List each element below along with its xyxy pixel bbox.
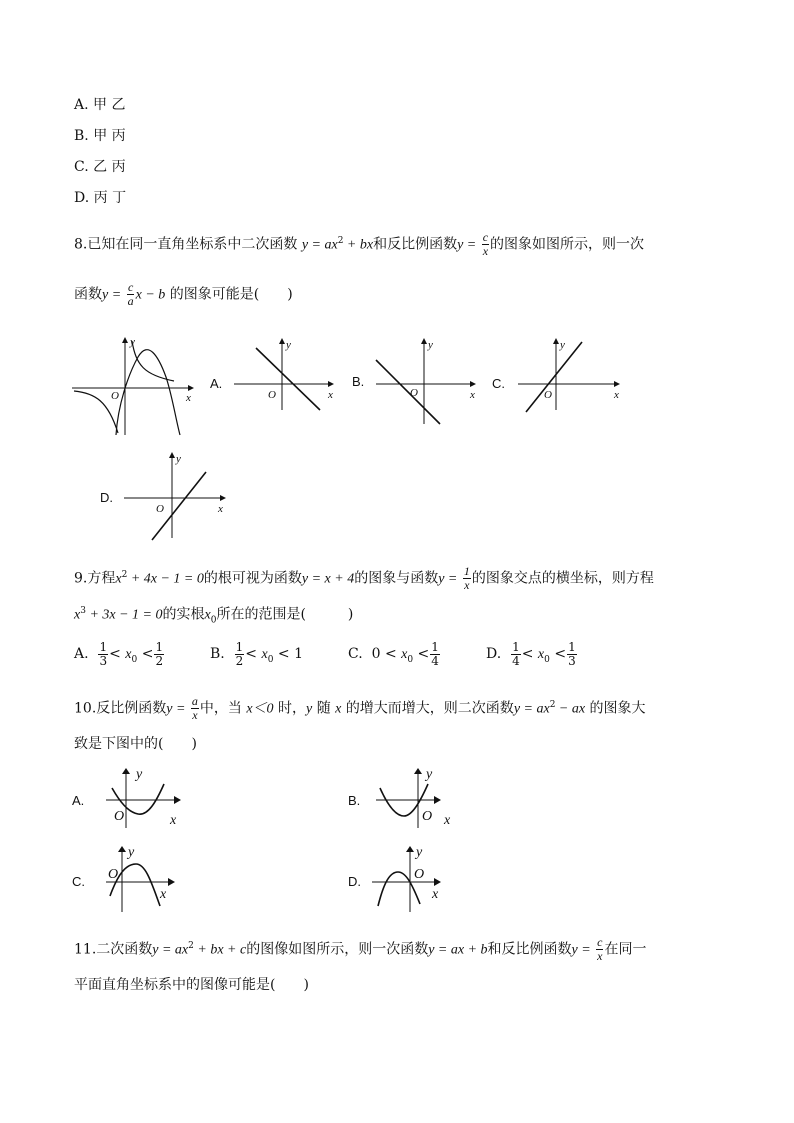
q8-option-c-graph[interactable] — [490, 338, 630, 413]
q10-line2: 致是下图中的( ) — [74, 736, 197, 752]
q8-option-c-line — [526, 342, 582, 412]
svg-text:y: y — [128, 845, 135, 860]
q8-given-origin: O — [111, 390, 119, 402]
svg-text:O: O — [108, 867, 119, 882]
svg-text:x: x — [470, 389, 475, 401]
q9-line2: $x^3 + 3x - 1 = 0$的实根$x_0$所在的范围是( ) — [74, 606, 354, 626]
q10-option-b-graph[interactable] — [346, 768, 476, 828]
prev-option-c[interactable]: C. 乙 丙 — [74, 159, 126, 175]
q8-option-c-label: C. — [492, 376, 505, 391]
svg-text:O: O — [156, 503, 164, 515]
svg-text:y: y — [136, 767, 143, 782]
svg-text:O: O — [422, 809, 433, 824]
q11-line1: 11.二次函数$y = ax^2$ + bx + c的图像如图所示，则一次函数y = ax + b和反比例函数y = $\frac{c}{x}$ 在同一 — [74, 935, 647, 964]
q8-fraction-c-x: $\frac{c}{x}$ — [482, 230, 489, 259]
q8-line2: 函数y = $\frac{c}{a}$ x − b 的图象可能是( ) — [74, 280, 293, 308]
svg-text:x: x — [432, 887, 439, 902]
q8-given-y-label: y — [130, 336, 135, 348]
q8-option-d-graph[interactable] — [98, 452, 238, 542]
q10-option-d-graph[interactable] — [346, 846, 476, 912]
q8-option-b-label: B. — [352, 374, 365, 389]
svg-text:O: O — [268, 389, 276, 401]
svg-text:y: y — [416, 845, 423, 860]
q9-option-d[interactable]: D. $\frac{1}{4}$ < $x_0$ < $\frac{1}{3}$ — [486, 639, 576, 668]
svg-text:x: x — [218, 503, 223, 515]
q8-option-a-graph[interactable] — [208, 338, 338, 413]
svg-text:x: x — [170, 813, 177, 828]
q11-line2: 平面直角坐标系中的图像可能是( ) — [74, 977, 309, 993]
q8-option-a-line — [256, 348, 320, 410]
q10-option-a-graph[interactable] — [70, 768, 200, 828]
q9-line1: 9.方程$x^2 + 4x - 1 = 0$的根可视为函数y = x + 4的图象与函数y = $\frac{1}{x}$ 的图象交点的横坐标，则方程 — [74, 564, 654, 593]
q9-option-c[interactable]: C. $0 < x_0$ < $\frac{1}{4}$ — [348, 639, 439, 668]
q8-option-d-label: D. — [100, 490, 113, 505]
q10-option-a-label: A. — [72, 793, 85, 808]
svg-text:x: x — [444, 813, 451, 828]
svg-text:y: y — [286, 339, 291, 351]
q10-number: 10. — [74, 700, 97, 717]
prev-option-b[interactable]: B. 甲 丙 — [74, 128, 126, 144]
q9-number: 9. — [74, 570, 88, 587]
svg-text:y: y — [426, 767, 433, 782]
svg-text:x: x — [160, 887, 167, 902]
q8-option-b-graph[interactable] — [350, 338, 480, 428]
svg-text:O: O — [114, 809, 125, 824]
q8-option-b-line — [376, 360, 440, 424]
q8-fraction-c-a: $\frac{c}{a}$ — [127, 280, 134, 308]
q8-option-a-label: A. — [210, 376, 223, 391]
q10-option-b-label: B. — [348, 793, 361, 808]
svg-text:O: O — [414, 867, 425, 882]
q8-given-graph — [70, 335, 200, 440]
q11-number: 11. — [74, 941, 97, 958]
svg-text:y: y — [560, 339, 565, 351]
prev-option-a[interactable]: A. 甲 乙 — [74, 97, 126, 113]
svg-text:x: x — [328, 389, 333, 401]
q8-parabola — [116, 350, 180, 435]
q10-option-c-graph[interactable] — [70, 846, 200, 912]
svg-text:x: x — [614, 389, 619, 401]
q9-option-a[interactable]: A. $\frac{1}{3}$ < $x_0$ < $\frac{1}{2}$ — [74, 639, 164, 668]
q9-option-b[interactable]: B. $\frac{1}{2}$ < $x_0 < 1$ — [210, 639, 303, 668]
q10-line1: 10.反比例函数y = $\frac{a}{x}$ 中，当 x＜0 时，y 随 x 的增大而增大，则二次函数$y = ax^2$ − ax 的图象大 — [74, 694, 646, 723]
q8-line1: 8.已知在同一直角坐标系中二次函数 $y = ax^2$ + bx和反比例函数y = $\frac{c}{x}$ 的图象如图所示，则一次 — [74, 230, 645, 259]
q8-given-x-label: x — [186, 392, 191, 404]
svg-text:O: O — [544, 389, 552, 401]
svg-text:y: y — [428, 339, 433, 351]
q8-hyperbola-right — [132, 341, 174, 381]
q8-number: 8. — [74, 236, 88, 253]
q10-option-c-label: C. — [72, 874, 85, 889]
svg-text:O: O — [410, 387, 418, 399]
q10-option-d-label: D. — [348, 874, 361, 889]
svg-text:y: y — [176, 453, 181, 465]
prev-option-d[interactable]: D. 丙 丁 — [74, 190, 127, 206]
